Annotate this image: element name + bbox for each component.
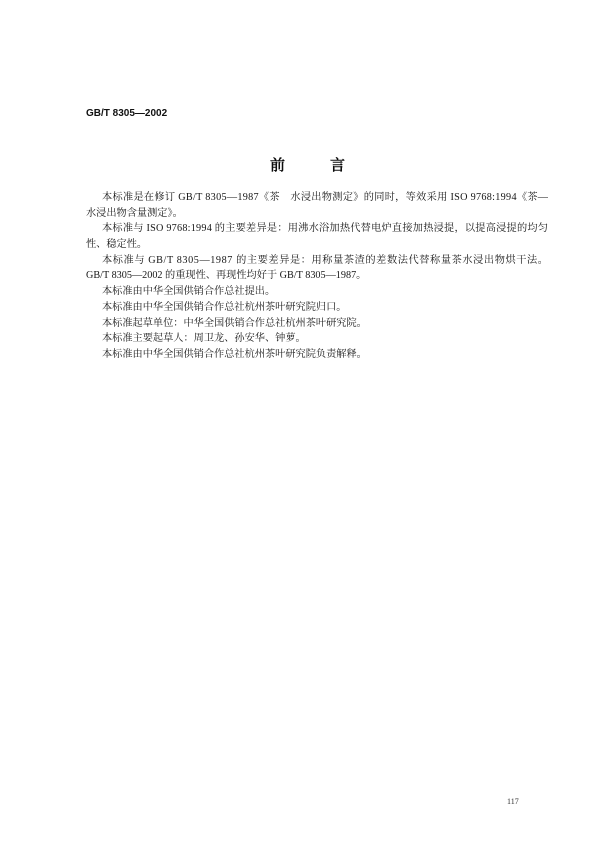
- text-line-content: 本标准主要起草人：周卫龙、孙安华、钟萝。: [102, 333, 306, 345]
- text-line: [86, 206, 548, 222]
- text-line-content: 本标准是在修订 GB/T 8305—1987《茶 水浸出物测定》的同时，等效采用 ISO 9768:1994《茶—: [102, 192, 549, 203]
- paragraph-drafting-unit: [86, 316, 548, 332]
- paragraph-drafters: [86, 331, 548, 347]
- paragraph-iso-differences: [86, 221, 548, 252]
- paragraph-gb-differences: [86, 253, 548, 284]
- text-line-content: 本标准与 ISO 9768:1994 的主要差异是：用沸水浴加热代替电炉直接加热浸提，以提高浸提的均匀: [102, 223, 549, 235]
- text-line: [86, 316, 548, 332]
- text-line-content: 性、稳定性。: [86, 239, 148, 251]
- text-line: [86, 284, 548, 300]
- text-line: [86, 221, 548, 237]
- text-line: [86, 300, 548, 316]
- text-line-content: 本标准与 GB/T 8305—1987 的主要差异是：用称量茶渣的差数法代替称量茶水浸出物烘干法。: [102, 254, 549, 266]
- text-line-content: 本标准由中华全国供销合作总社提出。: [102, 286, 276, 298]
- text-line: [86, 347, 548, 363]
- text-line: [86, 190, 548, 206]
- page-title: 前 言: [270, 156, 361, 174]
- text-line: [86, 237, 548, 253]
- paragraph-interpretation: [86, 347, 548, 363]
- text-line: [86, 253, 548, 269]
- page-number: 117: [507, 797, 519, 806]
- paragraph-adoption: [86, 190, 548, 221]
- text-line-content: 本标准由中华全国供销合作总社杭州茶叶研究院归口。: [102, 301, 347, 313]
- text-line-content: 本标准起草单位：中华全国供销合作总社杭州茶叶研究院。: [102, 317, 367, 329]
- text-line: [86, 268, 548, 284]
- text-line-content: 本标准由中华全国供销合作总社杭州茶叶研究院负责解释。: [102, 348, 367, 360]
- foreword-body: [86, 190, 548, 363]
- paragraph-proposed-by: [86, 284, 548, 300]
- text-line: [86, 331, 548, 347]
- text-line-content: 水浸出物含量测定》。: [86, 207, 183, 219]
- standard-code-header: GB/T 8305—2002: [86, 108, 168, 119]
- paragraph-centralized-by: [86, 300, 548, 316]
- text-line-content: GB/T 8305—2002 的重现性、再现性均好于 GB/T 8305—1987。: [86, 270, 367, 282]
